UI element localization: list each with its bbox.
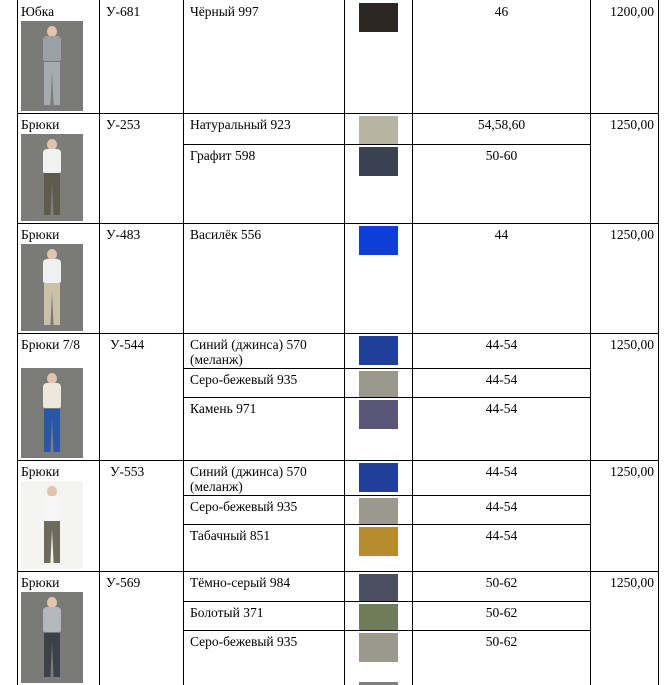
fabric-swatch bbox=[359, 147, 398, 176]
fabric-swatch bbox=[359, 226, 398, 255]
product-price: 1250,00 bbox=[610, 117, 654, 132]
variant-sizes: 44-54 bbox=[485, 337, 518, 352]
product-photo bbox=[21, 134, 83, 221]
variant-color-name: Графит 598 bbox=[190, 148, 256, 163]
model-bottom bbox=[44, 283, 60, 325]
column-border bbox=[658, 0, 659, 685]
variant-sizes: 50-62 bbox=[485, 634, 518, 649]
variant-sizes: 44 bbox=[494, 227, 509, 242]
model-bottom bbox=[44, 409, 60, 452]
fabric-swatch bbox=[359, 633, 398, 662]
product-price: 1250,00 bbox=[610, 464, 654, 479]
column-border bbox=[183, 0, 184, 685]
model-top bbox=[43, 149, 61, 173]
variant-divider bbox=[183, 495, 591, 496]
variant-color-name: Синий (джинса) 570 (меланж) bbox=[190, 464, 307, 494]
variant-sizes: 50-60 bbox=[485, 148, 518, 163]
column-border bbox=[590, 0, 591, 685]
product-name: Брюки bbox=[21, 227, 60, 242]
variant-color-name: Серо-бежевый 935 bbox=[190, 499, 298, 514]
model-bottom bbox=[44, 521, 60, 563]
variant-divider bbox=[183, 524, 591, 525]
column-border bbox=[99, 0, 100, 685]
product-name: Брюки 7/8 bbox=[21, 337, 80, 352]
variant-color-name: Серо-бежевый 935 bbox=[190, 634, 298, 649]
variant-color-name: Василёк 556 bbox=[190, 227, 262, 242]
variant-color-name: Тёмно-серый 984 bbox=[190, 575, 291, 590]
variant-divider bbox=[183, 630, 591, 631]
fabric-swatch bbox=[359, 527, 398, 556]
variant-divider bbox=[183, 601, 591, 602]
variant-color-name: Камень 971 bbox=[190, 401, 257, 416]
row-border bbox=[17, 113, 659, 114]
fabric-swatch bbox=[359, 498, 398, 524]
model-top bbox=[43, 36, 61, 61]
variant-color-name: Натуральный 923 bbox=[190, 117, 291, 132]
fabric-swatch bbox=[359, 3, 398, 32]
product-photo bbox=[21, 244, 83, 331]
product-code: У-553 bbox=[110, 464, 145, 479]
row-border bbox=[17, 333, 659, 334]
product-photo bbox=[21, 481, 83, 569]
row-border bbox=[17, 460, 659, 461]
model-top bbox=[43, 383, 61, 408]
variant-sizes: 50-62 bbox=[485, 575, 518, 590]
product-photo bbox=[21, 368, 83, 458]
product-code: У-681 bbox=[106, 4, 141, 19]
product-code: У-253 bbox=[106, 117, 141, 132]
variant-sizes: 50-62 bbox=[485, 605, 518, 620]
variant-sizes: 44-54 bbox=[485, 401, 518, 416]
row-border bbox=[17, 571, 659, 572]
variant-color-name: Болотый 371 bbox=[190, 605, 264, 620]
fabric-swatch bbox=[359, 463, 398, 492]
product-name: Брюки bbox=[21, 117, 60, 132]
variant-divider bbox=[183, 397, 591, 398]
product-code: У-483 bbox=[106, 227, 141, 242]
product-code: У-569 bbox=[106, 575, 141, 590]
product-photo bbox=[21, 592, 83, 683]
variant-divider bbox=[183, 368, 591, 369]
model-top bbox=[43, 607, 61, 632]
fabric-swatch bbox=[359, 604, 398, 630]
fabric-swatch bbox=[359, 336, 398, 365]
variant-sizes: 44-54 bbox=[485, 528, 518, 543]
product-name: Брюки bbox=[21, 464, 60, 479]
product-price: 1250,00 bbox=[610, 575, 654, 590]
variant-sizes: 54,58,60 bbox=[477, 117, 526, 132]
product-price: 1250,00 bbox=[610, 337, 654, 352]
variant-sizes: 44-54 bbox=[485, 372, 518, 387]
row-border bbox=[17, 223, 659, 224]
product-name: Брюки bbox=[21, 575, 60, 590]
column-border bbox=[17, 0, 18, 685]
fabric-swatch bbox=[359, 574, 398, 601]
product-photo bbox=[21, 21, 83, 111]
variant-sizes: 46 bbox=[494, 4, 509, 19]
fabric-swatch bbox=[359, 116, 398, 144]
model-bottom bbox=[44, 173, 60, 215]
model-bottom bbox=[44, 633, 60, 677]
model-top bbox=[43, 496, 61, 521]
variant-sizes: 44-54 bbox=[485, 464, 518, 479]
model-bottom bbox=[44, 62, 60, 105]
fabric-swatch bbox=[359, 371, 398, 397]
variant-sizes: 44-54 bbox=[485, 499, 518, 514]
product-code: У-544 bbox=[110, 337, 145, 352]
variant-divider bbox=[183, 144, 591, 145]
variant-color-name: Синий (джинса) 570 (меланж) bbox=[190, 337, 307, 367]
product-name: Юбка bbox=[21, 4, 55, 19]
fabric-swatch bbox=[359, 400, 398, 429]
product-price: 1200,00 bbox=[610, 4, 654, 19]
column-border bbox=[344, 0, 345, 685]
model-top bbox=[43, 259, 61, 283]
variant-color-name: Чёрный 997 bbox=[190, 4, 259, 19]
product-price: 1250,00 bbox=[610, 227, 654, 242]
variant-color-name: Табачный 851 bbox=[190, 528, 271, 543]
variant-color-name: Серо-бежевый 935 bbox=[190, 372, 298, 387]
